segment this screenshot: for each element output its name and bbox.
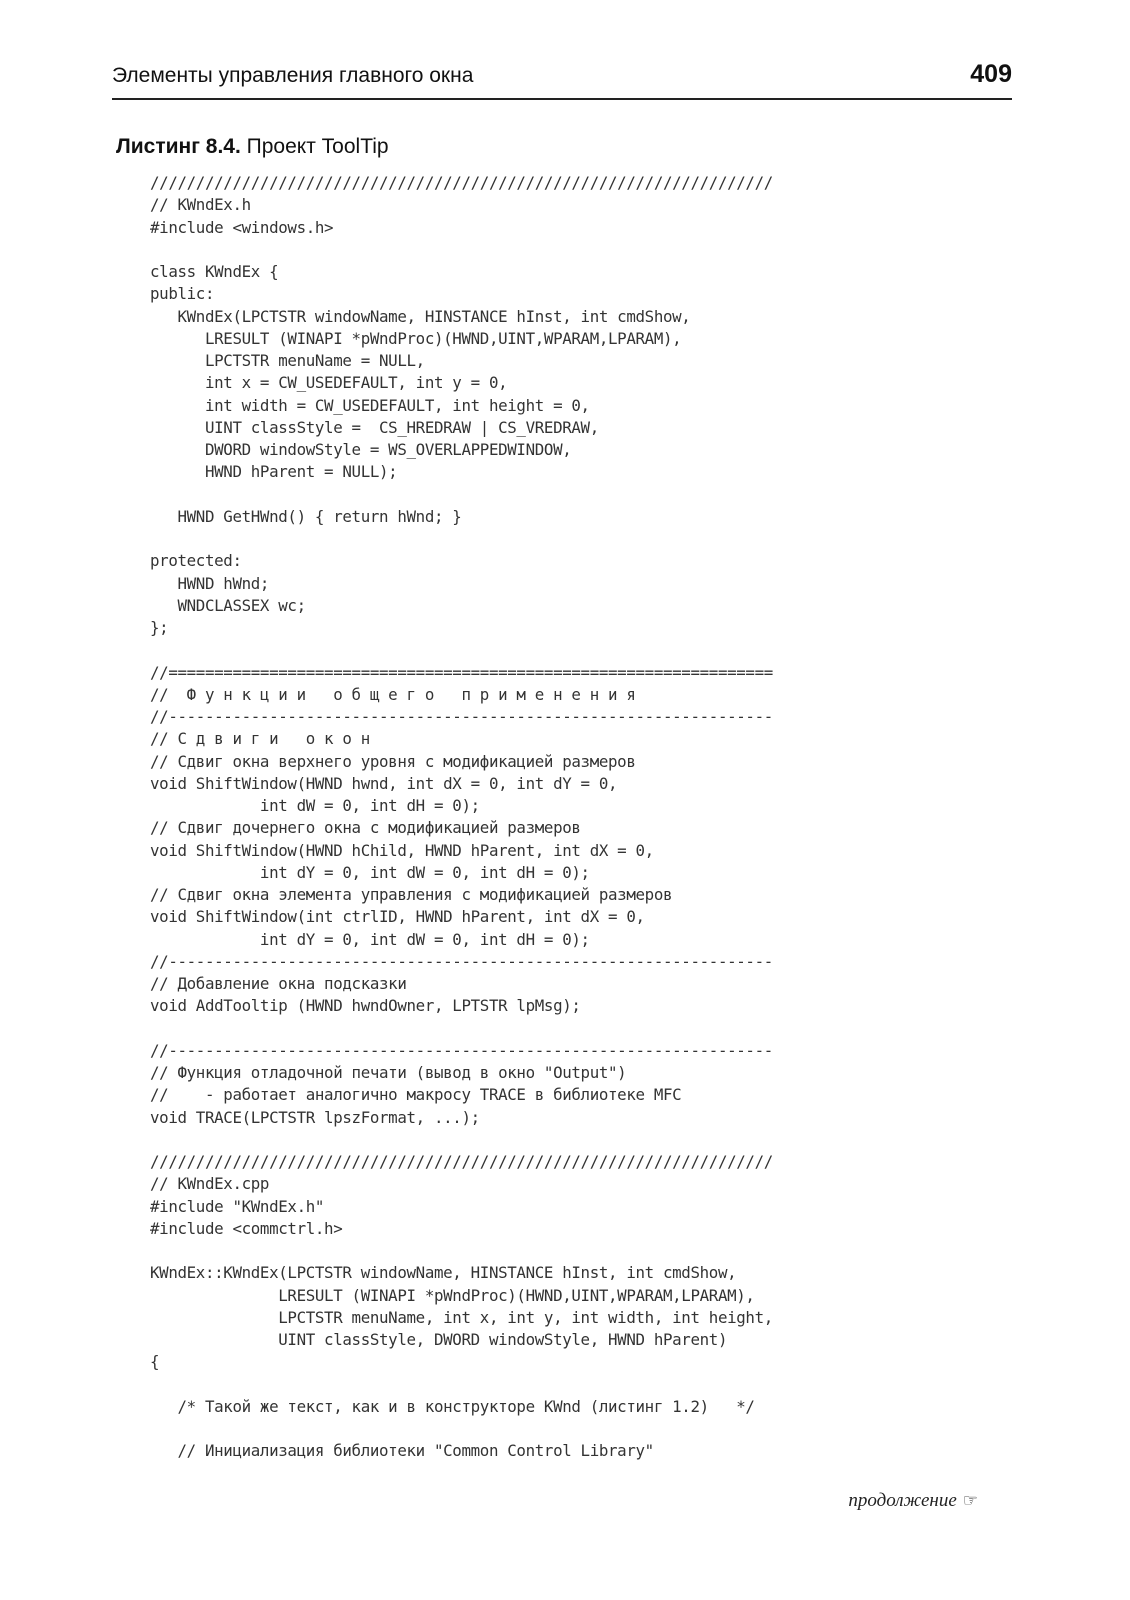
continuation-text: продолжение: [848, 1490, 957, 1511]
code-line: // Сдвиг дочернего окна с модификацией размеров: [150, 818, 581, 838]
code-line: [150, 484, 773, 506]
page-number: 409: [970, 60, 1012, 88]
listing-title: Проект ToolTip: [246, 135, 389, 158]
code-line: #include <windows.h>: [150, 217, 334, 237]
code-line: LRESULT (WINAPI *pWndProc)(HWND,UINT,WPARAM,LPARAM),: [150, 1285, 755, 1305]
code-line: UINT classStyle = CS_HREDRAW | CS_VREDRAW,: [150, 417, 599, 437]
listing-caption: [116, 135, 389, 159]
code-line: int dY = 0, int dW = 0, int dH = 0);: [150, 862, 590, 882]
code-line: #include <commctrl.h>: [150, 1218, 343, 1238]
code-line: void ShiftWindow(int ctrlID, HWND hParent, int dX = 0,: [150, 907, 645, 927]
code-line: [150, 639, 773, 661]
code-line: void ShiftWindow(HWND hChild, HWND hParent, int dX = 0,: [150, 840, 654, 860]
code-line: ////////////////////////////////////////////////////////////////////: [150, 173, 773, 192]
code-line: //==================================================================: [150, 662, 773, 682]
code-line: HWND hWnd;: [150, 573, 270, 593]
code-line: //------------------------------------------------------------------: [150, 951, 773, 971]
code-line: [150, 1418, 773, 1440]
code-line: KWndEx::KWndEx(LPCTSTR windowName, HINSTANCE hInst, int cmdShow,: [150, 1263, 737, 1283]
code-line: class KWndEx {: [150, 262, 279, 281]
code-line: KWndEx(LPCTSTR windowName, HINSTANCE hInst, int cmdShow,: [150, 306, 691, 326]
pointing-hand-icon: ☞: [962, 1491, 978, 1510]
code-line: // KWndEx.h: [150, 195, 251, 215]
code-line: HWND GetHWnd() { return hWnd; }: [150, 506, 462, 526]
code-line: };: [150, 618, 169, 637]
code-line: [150, 1129, 773, 1151]
code-line: int dW = 0, int dH = 0);: [150, 796, 480, 815]
listing-label: Листинг 8.4.: [116, 135, 241, 158]
code-line: // KWndEx.cpp: [150, 1174, 270, 1194]
code-line: HWND hParent = NULL);: [150, 462, 398, 482]
code-line: [150, 1374, 773, 1396]
code-line: UINT classStyle, DWORD windowStyle, HWND hParent): [150, 1330, 728, 1349]
code-line: [150, 1240, 773, 1262]
code-line: [150, 528, 773, 550]
code-line: // - работает аналогично макросу TRACE в библиотеке MFC: [150, 1085, 682, 1105]
code-line: int x = CW_USEDEFAULT, int y = 0,: [150, 373, 508, 393]
code-line: // С д в и г и о к о н: [150, 729, 370, 749]
code-line: void ShiftWindow(HWND hwnd, int dX = 0, int dY = 0,: [150, 773, 618, 793]
code-line: int width = CW_USEDEFAULT, int height = 0,: [150, 395, 590, 415]
code-line: protected:: [150, 551, 242, 571]
code-line: LRESULT (WINAPI *pWndProc)(HWND,UINT,WPARAM,LPARAM),: [150, 328, 682, 348]
section-title: Элементы управления главного окна: [112, 64, 474, 87]
code-line: // Ф у н к ц и и о б щ е г о п р и м е н е н и я: [150, 684, 636, 704]
code-line: ////////////////////////////////////////////////////////////////////: [150, 1152, 773, 1171]
code-line: void TRACE(LPCTSTR lpszFormat, ...);: [150, 1107, 480, 1127]
code-listing: [150, 172, 773, 1463]
code-line: //------------------------------------------------------------------: [150, 1040, 773, 1060]
running-head: [112, 60, 1012, 100]
code-line: [150, 1018, 773, 1040]
code-line: // Инициализация библиотеки "Common Control Library": [150, 1441, 654, 1461]
code-line: LPCTSTR menuName = NULL,: [150, 351, 425, 370]
code-line: // Добавление окна подсказки: [150, 974, 407, 993]
code-line: // Сдвиг окна элемента управления с модификацией размеров: [150, 885, 673, 904]
code-line: // Сдвиг окна верхнего уровня с модификацией размеров: [150, 751, 636, 771]
code-line: void AddTooltip (HWND hwndOwner, LPTSTR lpMsg);: [150, 996, 581, 1016]
code-line: {: [150, 1352, 160, 1372]
code-line: LPCTSTR menuName, int x, int y, int width, int height,: [150, 1307, 773, 1327]
code-line: //------------------------------------------------------------------: [150, 707, 773, 726]
code-line: WNDCLASSEX wc;: [150, 595, 306, 615]
code-line: public:: [150, 284, 215, 304]
code-line: DWORD windowStyle = WS_OVERLAPPEDWINDOW,: [150, 440, 572, 459]
code-line: #include "KWndEx.h": [150, 1196, 325, 1216]
code-line: // Функция отладочной печати (вывод в окно "Output"): [150, 1063, 627, 1082]
code-line: /* Такой же текст, как и в конструкторе KWnd (листинг 1.2) */: [150, 1396, 755, 1416]
code-line: [150, 239, 773, 261]
code-line: int dY = 0, int dW = 0, int dH = 0);: [150, 929, 590, 949]
continuation-note: [848, 1490, 978, 1512]
